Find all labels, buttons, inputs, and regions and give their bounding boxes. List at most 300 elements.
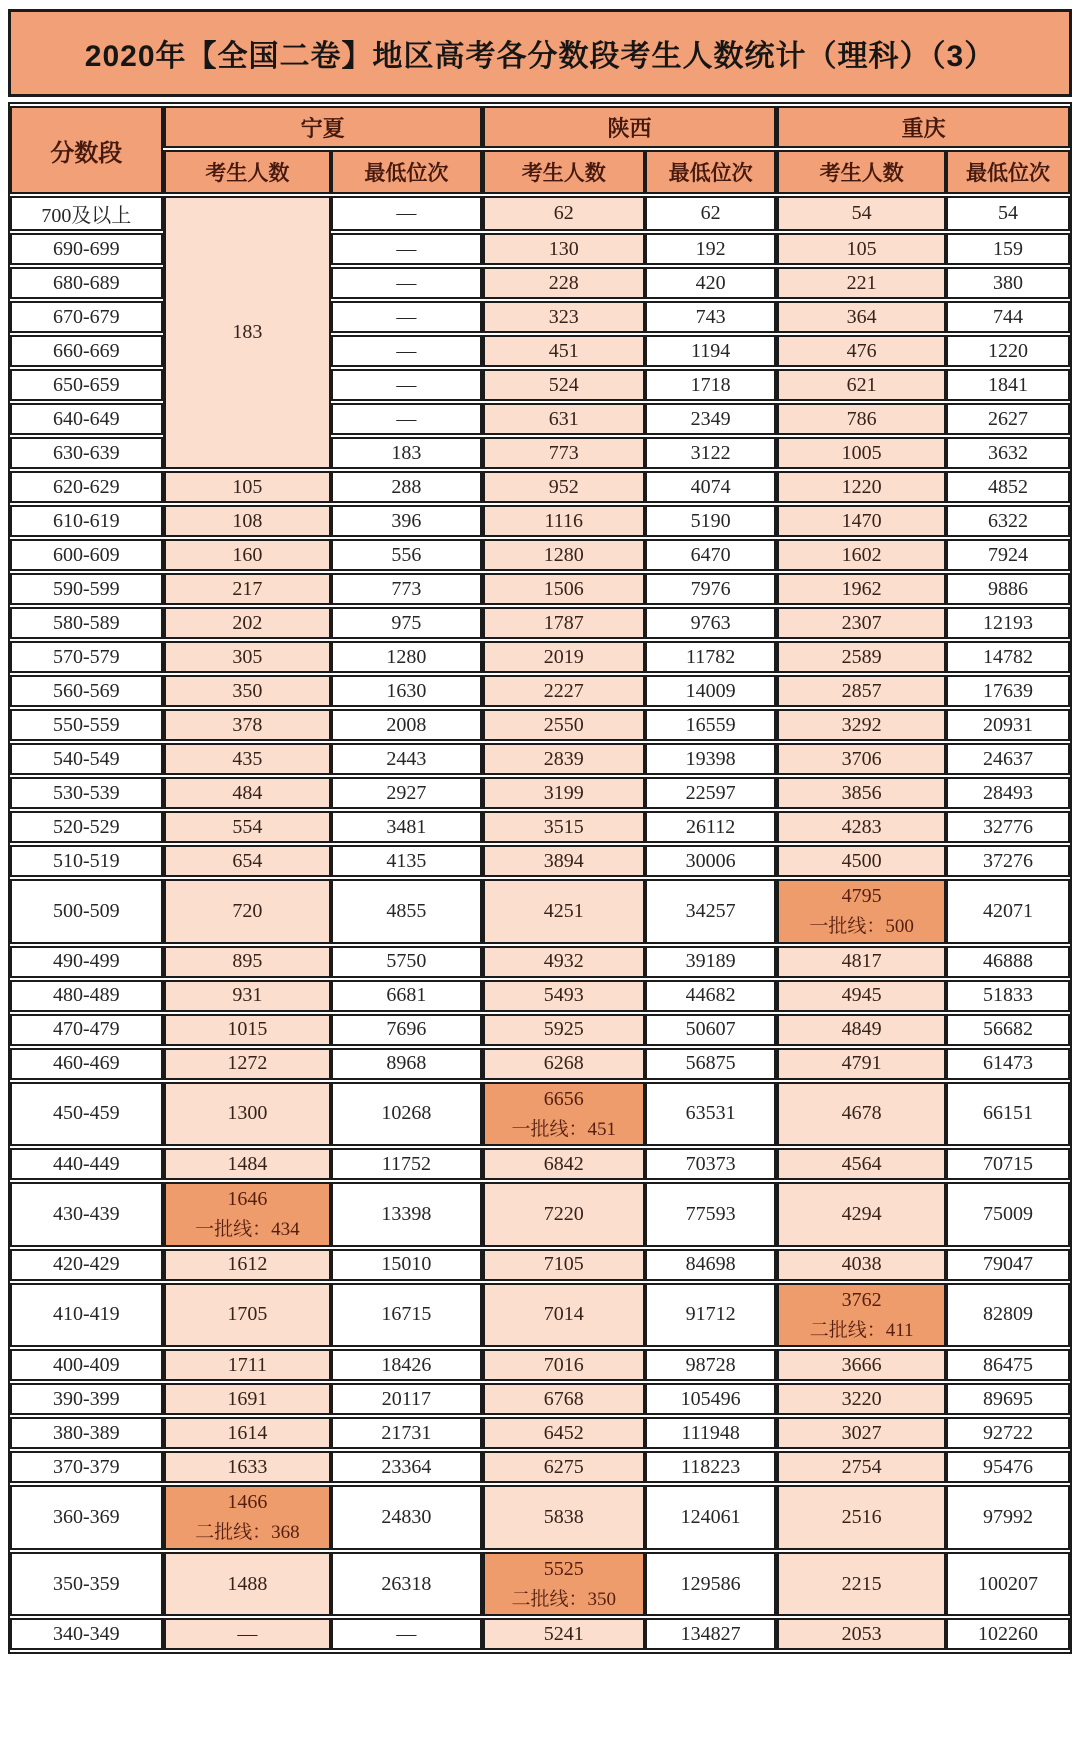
cell: 4817	[776, 946, 946, 978]
cell-with-batch-line	[163, 1485, 332, 1550]
cell: 4135	[331, 845, 482, 877]
cell: 129586	[645, 1552, 776, 1617]
cell: 2008	[331, 709, 482, 741]
cell: 4678	[776, 1082, 946, 1147]
cell: 3199	[482, 777, 645, 809]
cell: 2857	[776, 675, 946, 707]
title-band	[8, 9, 1072, 97]
table-row	[10, 607, 1070, 639]
cell: 7014	[482, 1283, 645, 1348]
cell: 86475	[946, 1349, 1070, 1381]
cell: 11752	[331, 1148, 482, 1180]
cell: 39189	[645, 946, 776, 978]
cell: 3666	[776, 1349, 946, 1381]
cell: 11782	[645, 641, 776, 673]
cell: 100207	[946, 1552, 1070, 1617]
score-range-label: 680-689	[10, 267, 163, 299]
cell: 5190	[645, 505, 776, 537]
cell-with-batch-line	[163, 1182, 332, 1247]
cell: 6322	[946, 505, 1070, 537]
cell: 70373	[645, 1148, 776, 1180]
cell: 34257	[645, 879, 776, 944]
cell: 2550	[482, 709, 645, 741]
cell: 102260	[946, 1618, 1070, 1650]
cell: 744	[946, 301, 1070, 333]
table-row	[10, 811, 1070, 843]
cell: 16715	[331, 1283, 482, 1348]
cell: —	[331, 301, 482, 333]
table-row	[10, 573, 1070, 605]
cell: 21731	[331, 1417, 482, 1449]
cell: 1630	[331, 675, 482, 707]
cell: 37276	[946, 845, 1070, 877]
table-row	[10, 1283, 1070, 1348]
cell: 2019	[482, 641, 645, 673]
cell-value: 4795	[841, 885, 882, 907]
cell: 221	[776, 267, 946, 299]
cell: 1220	[776, 471, 946, 503]
score-range-label: 580-589	[10, 607, 163, 639]
cell: 7696	[331, 1014, 482, 1046]
cell: 98728	[645, 1349, 776, 1381]
score-range-label: 670-679	[10, 301, 163, 333]
cell: 1300	[163, 1082, 332, 1147]
cell: 773	[331, 573, 482, 605]
cell: 124061	[645, 1485, 776, 1550]
cell: 15010	[331, 1249, 482, 1281]
cell: 1633	[163, 1451, 332, 1483]
table-row	[10, 743, 1070, 775]
cell: 8968	[331, 1048, 482, 1080]
cell: 1711	[163, 1349, 332, 1381]
score-range-label: 520-529	[10, 811, 163, 843]
cell: 5493	[482, 980, 645, 1012]
score-range-label: 550-559	[10, 709, 163, 741]
cell: 524	[482, 369, 645, 401]
table-row	[10, 1383, 1070, 1415]
cell: 4500	[776, 845, 946, 877]
cell: 323	[482, 301, 645, 333]
table-row	[10, 1082, 1070, 1147]
cell: 44682	[645, 980, 776, 1012]
cell: 6470	[645, 539, 776, 571]
cell: 42071	[946, 879, 1070, 944]
score-range-label: 640-649	[10, 403, 163, 435]
cell: 4945	[776, 980, 946, 1012]
cell-value: 3762	[841, 1288, 882, 1311]
cell: 54	[776, 196, 946, 231]
table-row	[10, 539, 1070, 571]
cell: 2227	[482, 675, 645, 707]
table-row	[10, 946, 1070, 978]
cell: 1488	[163, 1552, 332, 1617]
cell: 2443	[331, 743, 482, 775]
cell: 2927	[331, 777, 482, 809]
cell-with-batch-line	[776, 1283, 946, 1348]
cell: —	[331, 1618, 482, 1650]
cell: 46888	[946, 946, 1070, 978]
score-range-label: 540-549	[10, 743, 163, 775]
subheader-shaanxi-lowest-rank: 最低位次	[645, 150, 776, 194]
score-range-label: 450-459	[10, 1082, 163, 1147]
table-row	[10, 505, 1070, 537]
cell: 720	[163, 879, 332, 944]
cell: 5925	[482, 1014, 645, 1046]
score-range-label: 420-429	[10, 1249, 163, 1281]
cell: 23364	[331, 1451, 482, 1483]
cell: —	[331, 233, 482, 265]
cell: —	[331, 267, 482, 299]
cell: 7016	[482, 1349, 645, 1381]
cell: 2307	[776, 607, 946, 639]
batch-line-note: 一批线：451	[511, 1118, 617, 1140]
table-row	[10, 1048, 1070, 1080]
score-range-label: 630-639	[10, 437, 163, 469]
table-row	[10, 980, 1070, 1012]
cell: 305	[163, 641, 332, 673]
table-row	[10, 641, 1070, 673]
cell: 7976	[645, 573, 776, 605]
cell: 380	[946, 267, 1070, 299]
cell: 20117	[331, 1383, 482, 1415]
cell: 56875	[645, 1048, 776, 1080]
cell: 61473	[946, 1048, 1070, 1080]
batch-line-note: 一批线：434	[195, 1219, 300, 1241]
cell: 75009	[946, 1182, 1070, 1247]
cell: 12193	[946, 607, 1070, 639]
cell: 54	[946, 196, 1070, 231]
cell: 26318	[331, 1552, 482, 1617]
cell: 6681	[331, 980, 482, 1012]
cell: 22597	[645, 777, 776, 809]
cell-value: 5525	[543, 1557, 584, 1580]
cell: 4849	[776, 1014, 946, 1046]
cell: 6768	[482, 1383, 645, 1415]
table-row	[10, 1618, 1070, 1650]
cell: 17639	[946, 675, 1070, 707]
cell: 6452	[482, 1417, 645, 1449]
cell: 63531	[645, 1082, 776, 1147]
cell: 1220	[946, 335, 1070, 367]
score-range-label: 560-569	[10, 675, 163, 707]
cell: 378	[163, 709, 332, 741]
cell: 192	[645, 233, 776, 265]
table-row	[10, 471, 1070, 503]
score-range-label: 390-399	[10, 1383, 163, 1415]
table-row	[10, 1014, 1070, 1046]
score-range-label: 490-499	[10, 946, 163, 978]
cell: 1506	[482, 573, 645, 605]
cell: 1614	[163, 1417, 332, 1449]
cell: 95476	[946, 1451, 1070, 1483]
cell: 5750	[331, 946, 482, 978]
cell: 70715	[946, 1148, 1070, 1180]
cell: 228	[482, 267, 645, 299]
cell: 1612	[163, 1249, 332, 1281]
score-range-label: 660-669	[10, 335, 163, 367]
cell-with-batch-line	[482, 1082, 645, 1147]
cell: 2627	[946, 403, 1070, 435]
subheader-ningxia-candidates: 考生人数	[163, 150, 332, 194]
region-header-shaanxi: 陕西	[482, 106, 777, 148]
cell: 92722	[946, 1417, 1070, 1449]
cell: 420	[645, 267, 776, 299]
batch-line-note: 二批线：368	[195, 1522, 300, 1544]
score-range-label: 590-599	[10, 573, 163, 605]
score-range-label: 380-389	[10, 1417, 163, 1449]
corner-header-score-band: 分数段	[10, 106, 163, 194]
cell: 202	[163, 607, 332, 639]
cell: 108	[163, 505, 332, 537]
cell: 50607	[645, 1014, 776, 1046]
table-row	[10, 1485, 1070, 1550]
table-row	[10, 675, 1070, 707]
cell: 3122	[645, 437, 776, 469]
cell: 1280	[331, 641, 482, 673]
subheader-ningxia-lowest-rank: 最低位次	[331, 150, 482, 194]
cell: 3481	[331, 811, 482, 843]
cell: 556	[331, 539, 482, 571]
cell: 1691	[163, 1383, 332, 1415]
cell: 6275	[482, 1451, 645, 1483]
cell: 7105	[482, 1249, 645, 1281]
cell: 2215	[776, 1552, 946, 1617]
cell: 84698	[645, 1249, 776, 1281]
cell: 2053	[776, 1618, 946, 1650]
score-range-label: 690-699	[10, 233, 163, 265]
cell: 7924	[946, 539, 1070, 571]
cell: 130	[482, 233, 645, 265]
subheader-row	[10, 150, 1070, 194]
cell: 5241	[482, 1618, 645, 1650]
cell: 975	[331, 607, 482, 639]
cell: 773	[482, 437, 645, 469]
cell: 350	[163, 675, 332, 707]
cell: 97992	[946, 1485, 1070, 1550]
cell: 1116	[482, 505, 645, 537]
cell: 288	[331, 471, 482, 503]
cell: 3515	[482, 811, 645, 843]
cell: 62	[482, 196, 645, 231]
score-range-label: 600-609	[10, 539, 163, 571]
cell: 6842	[482, 1148, 645, 1180]
cell: —	[331, 196, 482, 231]
cell: 91712	[645, 1283, 776, 1348]
cell-with-batch-line	[776, 879, 946, 944]
cell: 1962	[776, 573, 946, 605]
table-row	[10, 1451, 1070, 1483]
cell: 13398	[331, 1182, 482, 1247]
table-row	[10, 1249, 1070, 1281]
score-range-label: 460-469	[10, 1048, 163, 1080]
score-range-label: 440-449	[10, 1148, 163, 1180]
cell: 451	[482, 335, 645, 367]
cell: 4283	[776, 811, 946, 843]
cell: 631	[482, 403, 645, 435]
score-range-label: 400-409	[10, 1349, 163, 1381]
region-header-row	[10, 106, 1070, 148]
cell: 4932	[482, 946, 645, 978]
cell: —	[163, 1618, 332, 1650]
cell: 217	[163, 573, 332, 605]
cell: 2349	[645, 403, 776, 435]
cell: 654	[163, 845, 332, 877]
score-range-label: 370-379	[10, 1451, 163, 1483]
cell: 3894	[482, 845, 645, 877]
score-range-label: 340-349	[10, 1618, 163, 1650]
cell: 111948	[645, 1417, 776, 1449]
cell: 134827	[645, 1618, 776, 1650]
cell: —	[331, 403, 482, 435]
cell: 19398	[645, 743, 776, 775]
cell: 4294	[776, 1182, 946, 1247]
cell: 3856	[776, 777, 946, 809]
cell: 159	[946, 233, 1070, 265]
score-range-label: 700及以上	[10, 196, 163, 231]
table-row	[10, 879, 1070, 944]
cell: 1718	[645, 369, 776, 401]
score-range-label: 570-579	[10, 641, 163, 673]
cell: 1787	[482, 607, 645, 639]
score-range-label: 530-539	[10, 777, 163, 809]
cell: 3706	[776, 743, 946, 775]
score-range-label: 650-659	[10, 369, 163, 401]
table-row	[10, 1182, 1070, 1247]
cell: 62	[645, 196, 776, 231]
cell: 4251	[482, 879, 645, 944]
cell: 26112	[645, 811, 776, 843]
cell: 1470	[776, 505, 946, 537]
cell: 4791	[776, 1048, 946, 1080]
cell: 1015	[163, 1014, 332, 1046]
cell: 1280	[482, 539, 645, 571]
region-header-ningxia: 宁夏	[163, 106, 482, 148]
cell: 183	[331, 437, 482, 469]
table-header	[10, 106, 1070, 194]
cell: 2589	[776, 641, 946, 673]
cell: 1005	[776, 437, 946, 469]
table-row	[10, 196, 1070, 231]
cell: 89695	[946, 1383, 1070, 1415]
table-row	[10, 777, 1070, 809]
score-range-label: 510-519	[10, 845, 163, 877]
score-range-label: 350-359	[10, 1552, 163, 1617]
cell: 2839	[482, 743, 645, 775]
table-row	[10, 845, 1070, 877]
cell: 14782	[946, 641, 1070, 673]
cell: 28493	[946, 777, 1070, 809]
cell: 786	[776, 403, 946, 435]
cell: 1194	[645, 335, 776, 367]
batch-line-note: 二批线：411	[809, 1319, 914, 1341]
cell: 56682	[946, 1014, 1070, 1046]
table-row	[10, 1552, 1070, 1617]
cell: 3632	[946, 437, 1070, 469]
cell: 3292	[776, 709, 946, 741]
cell: 6268	[482, 1048, 645, 1080]
cell: 895	[163, 946, 332, 978]
cell: 105	[776, 233, 946, 265]
cell: 32776	[946, 811, 1070, 843]
cell-value: 6656	[543, 1087, 584, 1110]
cell: 435	[163, 743, 332, 775]
cell: 1484	[163, 1148, 332, 1180]
cell: 476	[776, 335, 946, 367]
table-row	[10, 709, 1070, 741]
cell: 5838	[482, 1485, 645, 1550]
cell: 2516	[776, 1485, 946, 1550]
cell: 9763	[645, 607, 776, 639]
cell: 396	[331, 505, 482, 537]
cell: 16559	[645, 709, 776, 741]
subheader-chongqing-lowest-rank: 最低位次	[946, 150, 1070, 194]
score-range-label: 610-619	[10, 505, 163, 537]
score-range-label: 470-479	[10, 1014, 163, 1046]
cell: 1272	[163, 1048, 332, 1080]
cell-value: 1646	[227, 1188, 268, 1211]
cell: 105496	[645, 1383, 776, 1415]
cell: 118223	[645, 1451, 776, 1483]
cell: 10268	[331, 1082, 482, 1147]
cell: 24830	[331, 1485, 482, 1550]
cell: 931	[163, 980, 332, 1012]
cell: 484	[163, 777, 332, 809]
score-range-label: 500-509	[10, 879, 163, 944]
cell: 160	[163, 539, 332, 571]
cell: 20931	[946, 709, 1070, 741]
cell: 952	[482, 471, 645, 503]
cell-value: 1466	[227, 1491, 268, 1514]
score-range-label: 620-629	[10, 471, 163, 503]
cell: 24637	[946, 743, 1070, 775]
cell: 18426	[331, 1349, 482, 1381]
cell: 105	[163, 471, 332, 503]
cell: 82809	[946, 1283, 1070, 1348]
cell: 3220	[776, 1383, 946, 1415]
table-row	[10, 1417, 1070, 1449]
cell: 30006	[645, 845, 776, 877]
cell: 4074	[645, 471, 776, 503]
cell: 79047	[946, 1249, 1070, 1281]
cell: 4038	[776, 1249, 946, 1281]
subheader-chongqing-candidates: 考生人数	[776, 150, 946, 194]
cell-with-batch-line	[482, 1552, 645, 1617]
cell: 4564	[776, 1148, 946, 1180]
table-row	[10, 1349, 1070, 1381]
score-distribution-table	[8, 102, 1072, 1654]
region-header-chongqing: 重庆	[776, 106, 1070, 148]
cell: 743	[645, 301, 776, 333]
cell: 14009	[645, 675, 776, 707]
cell: 7220	[482, 1182, 645, 1247]
score-range-label: 410-419	[10, 1283, 163, 1348]
cell: 554	[163, 811, 332, 843]
cell: 51833	[946, 980, 1070, 1012]
score-range-label: 480-489	[10, 980, 163, 1012]
cell: 1602	[776, 539, 946, 571]
cell: 4852	[946, 471, 1070, 503]
cell: 183	[163, 196, 332, 469]
cell: 621	[776, 369, 946, 401]
batch-line-note: 一批线：500	[809, 916, 914, 937]
table-row	[10, 1148, 1070, 1180]
batch-line-note: 二批线：350	[511, 1588, 617, 1610]
cell: 1705	[163, 1283, 332, 1348]
cell: 77593	[645, 1182, 776, 1247]
cell: 3027	[776, 1417, 946, 1449]
score-range-label: 360-369	[10, 1485, 163, 1550]
cell: 9886	[946, 573, 1070, 605]
